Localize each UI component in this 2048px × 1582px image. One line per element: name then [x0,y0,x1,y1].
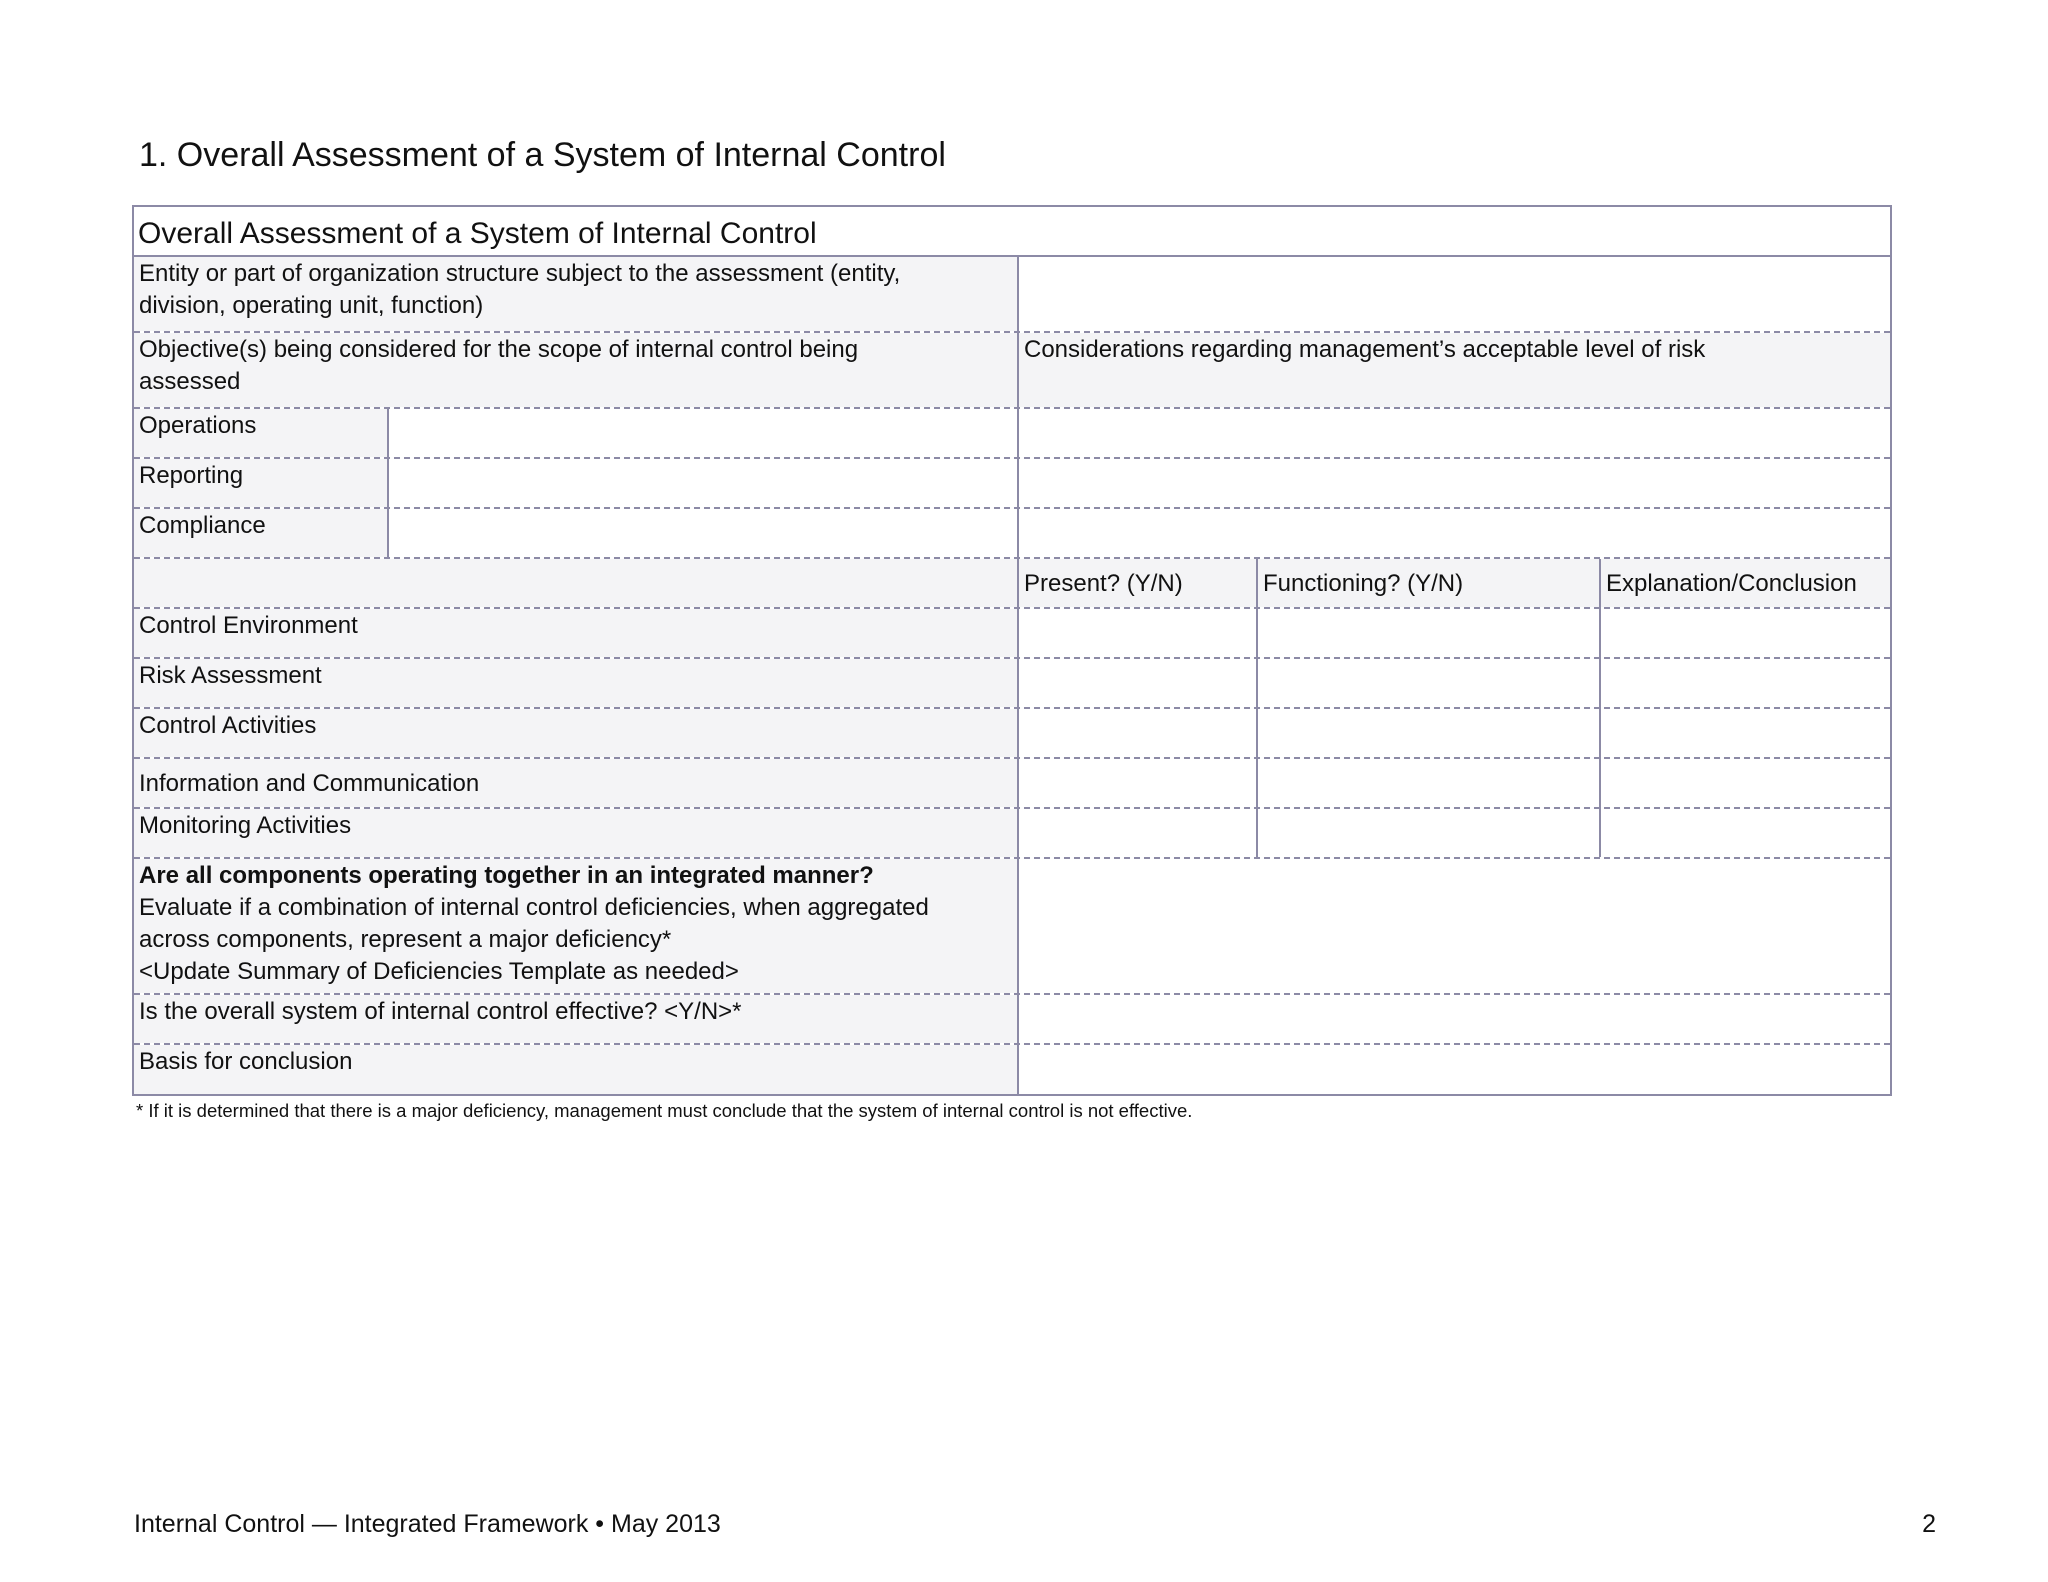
entity-label [134,257,1017,331]
explanation-field[interactable] [1601,709,1890,757]
objective-compliance-risk-field[interactable] [1019,509,1890,557]
present-field[interactable] [1019,759,1256,807]
component-control-environment: Control Environment [134,609,1017,657]
form-title: Overall Assessment of a System of Internal Control [134,207,1890,255]
page-heading: 1. Overall Assessment of a System of Internal Control [139,136,946,174]
functioning-column-header: Functioning? (Y/N) [1258,559,1599,607]
effective-answer-field[interactable] [1019,995,1890,1043]
integrated-question-block [134,859,1017,993]
present-field[interactable] [1019,659,1256,707]
basis-label: Basis for conclusion [134,1045,1017,1094]
entity-field[interactable] [1019,257,1890,331]
basis-field[interactable] [1019,1045,1890,1094]
explanation-column-header: Explanation/Conclusion [1601,559,1890,607]
divider [1599,559,1601,857]
component-control-activities: Control Activities [134,709,1017,757]
divider [387,409,389,557]
explanation-field[interactable] [1601,759,1890,807]
component-monitoring-activities: Monitoring Activities [134,809,1017,857]
page-number: 2 [1922,1510,1936,1538]
present-field[interactable] [1019,809,1256,857]
divider [1017,257,1019,1094]
present-field[interactable] [1019,709,1256,757]
effective-question: Is the overall system of internal control effective? <Y/N>* [134,995,1017,1043]
objective-reporting: Reporting [134,459,387,507]
objectives-label-line: Objective(s) being considered for the scope of internal control being [139,336,859,363]
objective-compliance: Compliance [134,509,387,557]
objective-reporting-field[interactable] [389,459,1017,507]
components-header-blank [134,559,1017,607]
component-risk-assessment: Risk Assessment [134,659,1017,707]
entity-label-line: Entity or part of organization structure subject to the assessment (entity, [139,260,901,287]
objective-operations: Operations [134,409,387,457]
explanation-field[interactable] [1601,809,1890,857]
objectives-label-line: assessed [139,368,241,395]
footnote: * If it is determined that there is a major deficiency, management must conclude that the system of internal control is not effective. [136,1100,1193,1121]
functioning-field[interactable] [1258,659,1599,707]
divider [1256,559,1258,857]
present-column-header: Present? (Y/N) [1019,559,1256,607]
objective-operations-risk-field[interactable] [1019,409,1890,457]
functioning-field[interactable] [1258,759,1599,807]
explanation-field[interactable] [1601,609,1890,657]
functioning-field[interactable] [1258,709,1599,757]
present-field[interactable] [1019,609,1256,657]
functioning-field[interactable] [1258,809,1599,857]
integrated-instruction-line: <Update Summary of Deficiencies Template as needed> [139,958,739,985]
objective-reporting-risk-field[interactable] [1019,459,1890,507]
footer-title: Internal Control — Integrated Framework • May 2013 [134,1510,721,1538]
component-information-communication: Information and Communication [134,759,1017,807]
entity-label-line: division, operating unit, function) [139,292,484,319]
integrated-instruction-line: Evaluate if a combination of internal control deficiencies, when aggregated [139,894,929,921]
objective-operations-field[interactable] [389,409,1017,457]
explanation-field[interactable] [1601,659,1890,707]
integrated-question: Are all components operating together in an integrated manner? [139,862,874,889]
integrated-answer-field[interactable] [1019,859,1890,993]
objective-compliance-field[interactable] [389,509,1017,557]
functioning-field[interactable] [1258,609,1599,657]
assessment-form [132,205,1892,1096]
integrated-instruction-line: across components, represent a major deficiency* [139,926,672,953]
risk-level-label: Considerations regarding management’s acceptable level of risk [1019,333,1890,407]
objectives-label [134,333,1017,407]
